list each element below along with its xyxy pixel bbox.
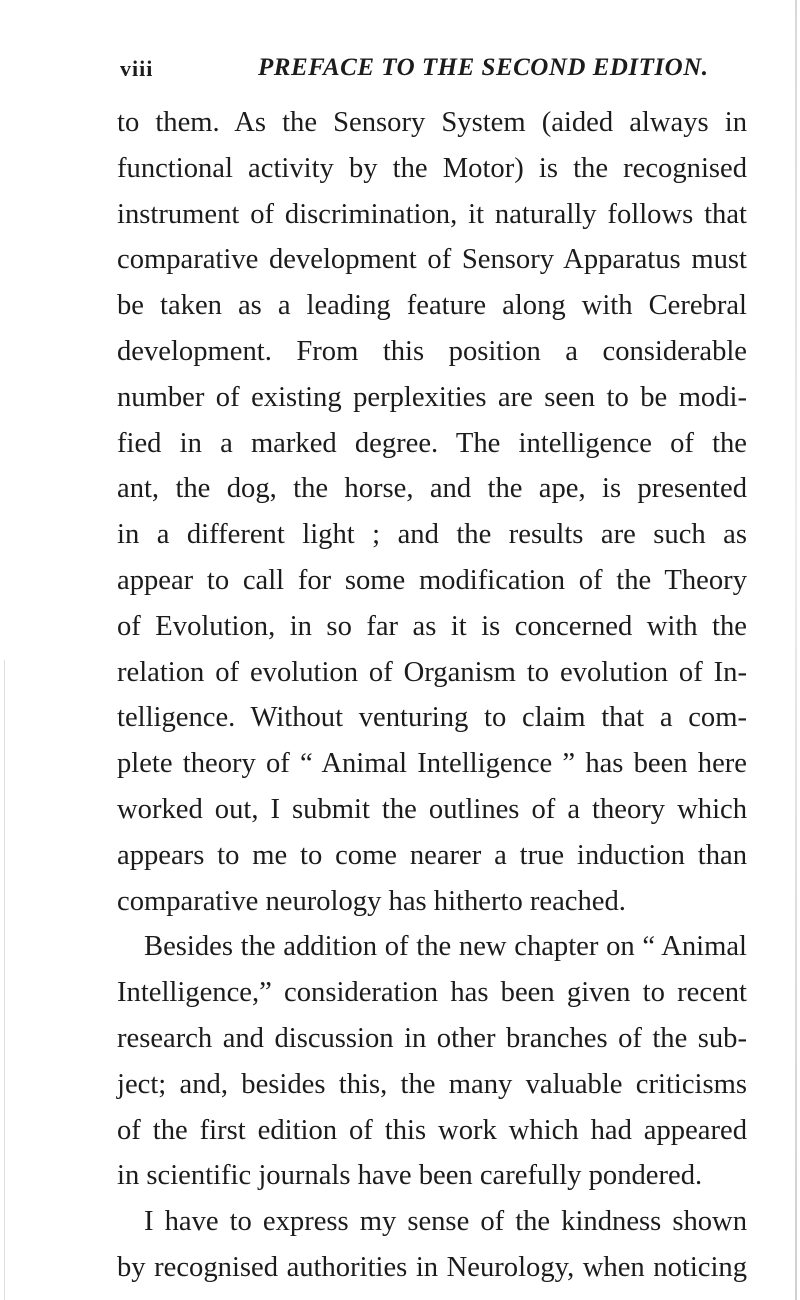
text-line: plete theory of “ Animal Intelligence ” has been here [117,748,747,780]
paragraph-end-line: in scientific journals have been carefully pondered. [117,1160,703,1192]
text-line: comparative development of Sensory Apparatus must [117,244,747,276]
text-line: fied in a marked degree. The intelligence of the [117,427,747,459]
text-line: functional activity by the Motor) is the recognised [117,152,747,184]
text-line: number of existing perplexities are seen to be modi- [117,381,747,413]
text-line: instrument of discrimination, it naturally follows that [117,198,747,230]
text-line: ant, the dog, the horse, and the ape, is presented [117,473,747,505]
text-line: telligence. Without venturing to claim that a com- [117,702,747,734]
text-line: worked out, I submit the outlines of a theory which [117,793,747,825]
text-line: development. From this position a considerable [117,335,747,367]
text-line: relation of evolution of Organism to evolution of In- [117,656,747,688]
paragraph-start-line: I have to express my sense of the kindness shown [144,1206,747,1238]
page-edge-shadow [795,0,797,1300]
body-text [117,100,747,1291]
text-line: of Evolution, in so far as it is concerned with the [117,610,747,642]
page-number: viii [120,56,154,81]
text-line: to them. As the Sensory System (aided always in [117,107,747,138]
text-line: ject; and, besides this, the many valuable criticisms [117,1068,747,1100]
page-gutter-line [4,660,5,1300]
text-line: be taken as a leading feature along with Cerebral [117,290,747,322]
text-line: research and discussion in other branches of the sub- [117,1022,747,1054]
running-head [120,46,740,86]
paragraph-end-line: comparative neurology has hitherto reached. [117,885,626,917]
text-line: appear to call for some modification of the Theory [117,564,747,596]
paragraph-start-line: Besides the addition of the new chapter on “ Animal [144,931,747,963]
text-line: Intelligence,” consideration has been given to recent [117,977,747,1009]
text-line: appears to me to come nearer a true induction than [117,839,747,871]
running-head-title: PREFACE TO THE SECOND EDITION. [258,54,709,81]
text-line: of the first edition of this work which had appeared [117,1114,747,1146]
text-line: by recognised authorities in Neurology, when noticing [117,1251,747,1283]
text-line: in a different light ; and the results are such as [117,519,747,551]
